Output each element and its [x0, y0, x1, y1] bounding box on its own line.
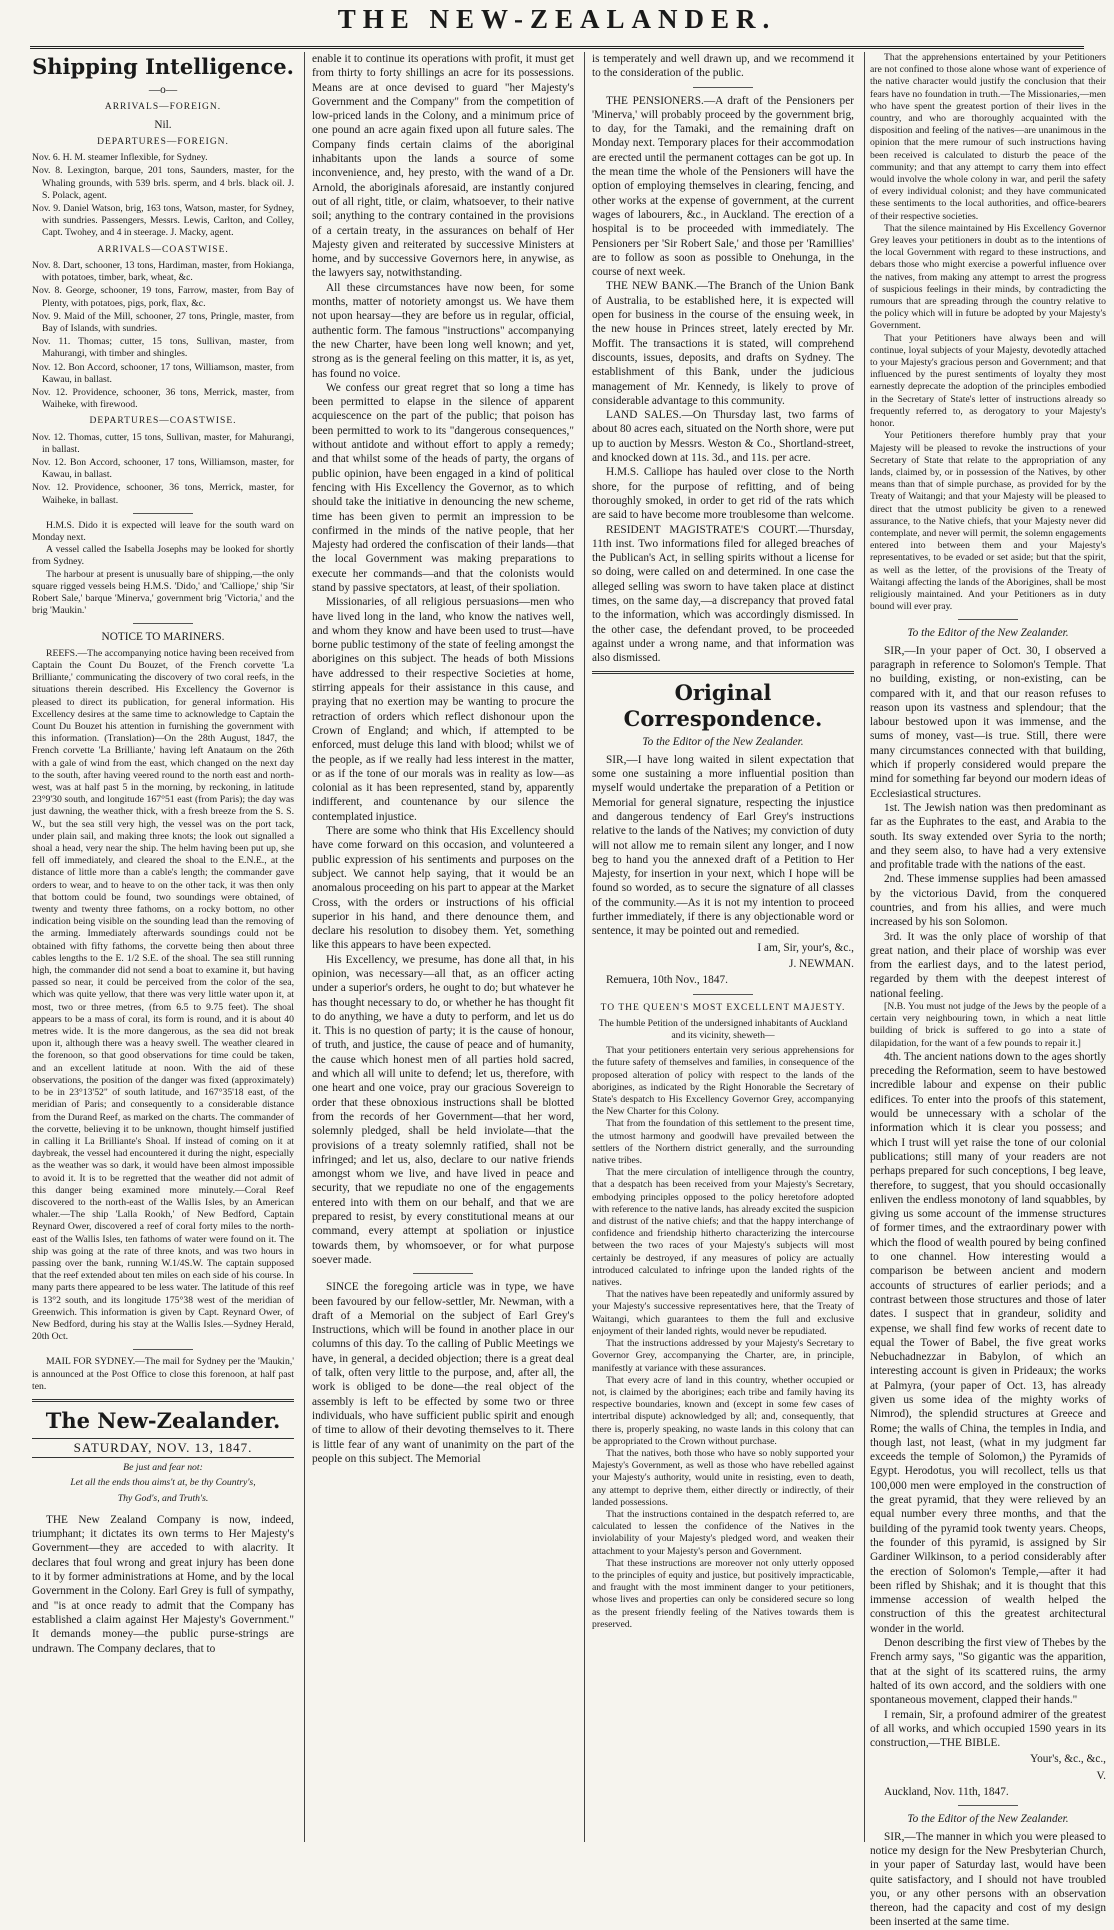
- shipping-entry: Nov. 8. Lexington, barque, 201 tons, Saunders, master, for the Whaling grounds, with 539 brls. sperm, and 4 brls. black oil. J. S. Polack, agent.: [32, 165, 294, 201]
- column-1: [32, 52, 294, 1842]
- letter-signature: V.: [1096, 1769, 1106, 1782]
- petition-clause: That the silence maintained by His Excellency Governor Grey leaves your petitioners in doubt as to the intentions of the local Government with regard to these instructions, and debars those who might exercise a powerful influence over the natives, from making any attempt to arrest the progress of suspicious feelings in their minds, by contradicting the rumours that are spreading through the country relative to the policy which will in future be adopted by your Majesty's Government.: [870, 222, 1106, 332]
- paper-title: The New-Zealander.: [45, 1407, 281, 1433]
- column-rule: [864, 52, 865, 1842]
- letter-body: SIR,—The manner in which you were pleased to notice my design for the New Presbyterian Church, in your paper of Saturday last, would have been quite satisfactory, and I should not have troubled you, or any other persons with an observation thereon, had the capacity and cost of my design been inserted at the same time.: [870, 1830, 1106, 1929]
- petition-clause: That the natives have been repeatedly and uniformly assured by your Majesty's successive representatives here, that the Treaty of Waitangi, which guarantees to them the full and exclusive enjoyment of their landed rights, would never be repudiated.: [592, 1289, 854, 1337]
- letter-body: 2nd. These immense supplies had been amassed by the victorious David, from the conquered countries, and from his allies, and were much increased by his son Solomon.: [870, 873, 1106, 929]
- divider: [693, 994, 753, 995]
- arrivals-foreign-heading: ARRIVALS—FOREIGN.: [104, 102, 222, 113]
- petition-clause: Your Petitioners therefore humbly pray that your Majesty will be pleased to revoke the instructions of your Secretary of State that relate to the appropriation of any lands, claimed by, or in possession of the Natives, by other means than that of simple purchase, as provided for by the Treaty of Waitangi; and that your Majesty will be pleased to direct that the utmost publicity be given to a renewed assurance, to the Native chiefs, that your Majesty never did contemplate, and never will permit, the solemn engagements entered into between them and your Majesty's representatives, to be evaded or set aside; but that the spirit, as well as the letter, of the provisions of the Treaty of Waitangi affecting the lands of the Aborigines, shall be most religiously maintained. And your Petitioners as in duty bound will ever pray.: [870, 430, 1106, 613]
- letter-place-date: Remuera, 10th Nov., 1847.: [606, 974, 728, 987]
- letter-body: SIR,—I have long waited in silent expectation that some one sustaining a more influential position than myself would undertake the preparation of a Petition or Memorial for general signature, respecting the injustice and dangerous tendency of Earl Grey's instructions relative to the lands of the Natives; my conviction of duty will not allow me to remain silent any longer, and I now beg to hand you the annexed draft of a Petition to Her Majesty, for insertion in your next, which I hope will be found so worded, as to secure the signature of all classes of the community.—As it is not my intention to proceed further immediately, if there is any objectionable word or sentence, it may be pointed out and remedied.: [592, 753, 854, 938]
- article-paragraph: There are some who think that His Excellency should have come forward on this occasion, and volunteered a public expression of his sentiments and purposes on the subject. We cannot help saying, that it would be an anomalous proceeding on his part to appear at the Market Cross, with the orders or instructions of his official superior in his hand, and there denounce them, and declare his resolution to disobey them. Yet, something like this appears to have been expected.: [312, 825, 574, 952]
- letter-body: I remain, Sir, a profound admirer of the greatest of all works, and which occupied 1590 years in its construction,—THE BIBLE.: [870, 1708, 1106, 1750]
- shipping-note: A vessel called the Isabella Josephs may be looked for shortly from Sydney.: [32, 544, 294, 568]
- letter-closing: I am, Sir, your's, &c.,: [757, 941, 854, 954]
- shipping-entry: Nov. 9. Maid of the Mill, schooner, 27 tons, Pringle, master, from Bay of Islands, with sundries.: [32, 310, 294, 334]
- article-paragraph: His Excellency, we presume, has done all that, in his opinion, was necessary—all that, as an officer acting under a superior's orders, he ought to do; but whatever he has thought necessary to do, or whether he has thought fit to do anything, we have a duty to perform, and let us do it. This is no question of party; it is the cause of honour, of truth, and justice, the cause of peace and of humanity, the cause which honest men of all parties hold sacred, and which all will unite to defend; let us, therefore, with one heart and one voice, pray our gracious Sovereign to order that these obnoxious instructions shall be blotted from the records of her Government—that her word, solemnly pledged, shall be held inviolate—that the provisions of a treaty solemnly ratified, shall not be infringed; and let us, also, declare to our native friends amongst whom we live, and have lived in peace and security, that we repudiate no one of the engagements entered into with them on our behalf, and that we are prepared to resist, by every constitutional means at our command, every attempt at spoliation or injustice towards them, by whomsoever, or for what purpose soever made.: [312, 953, 574, 1266]
- shipping-entry: Nov. 12. Thomas, cutter, 15 tons, Sullivan, master, for Mahurangi, in ballast.: [32, 431, 294, 455]
- motto-line: Let all the ends thou aims't at, be thy Country's,: [70, 1477, 256, 1489]
- article-paragraph: is temperately and well drawn up, and we recommend it to the consideration of the public.: [592, 53, 854, 80]
- petition-clause: That the instructions contained in the despatch referred to, are calculated to lessen the confidence of the Natives in the inviolability of your Majesty's pledged word, and weaken their attachment to your Majesty's person and Government.: [592, 1508, 854, 1557]
- shipping-entry: Nov. 12. Providence, schooner, 36 tons, Merrick, master, from Waiheke, with firewood.: [32, 386, 294, 411]
- shipping-note: The harbour at present is unusually bare of shipping,—the only square rigged vessels being H.M.S. 'Dido,' and 'Calliope,' ship 'Sir Robert Sale,' barque 'Minerva,' government brig 'Victoria,' and the brig 'Maukin.': [32, 568, 294, 617]
- shipping-entry: Nov. 12. Bon Accord, schooner, 17 tons, Williamson, master, from Kawau, in ballast.: [32, 361, 294, 385]
- divider: [413, 1273, 473, 1274]
- shipping-note: H.M.S. Dido it is expected will leave for the south ward on Monday next.: [32, 519, 294, 544]
- letter-place-date: Auckland, Nov. 11th, 1847.: [884, 1786, 1009, 1799]
- pensioners-item: THE PENSIONERS.—A draft of the Pensioners per 'Minerva,' will probably proceed by the government brig, to day, for the Tamaki, and the remaining draft on Monday next. Temporary places for their accommodation are erected until the permanent cottages can be got up. In the mean time the whole of the Pensioners will have the option of employing themselves in clearing, fencing, and other works at the expense of government, at the current wages of labourers, &c., in Auckland. The erection of a hospital is to be proceeded with immediately. The Pensioners per 'Sir Robert Sale,' and those per 'Ramillies' are to follow as soon as possible to Onehunga, in the course of next week.: [592, 94, 854, 279]
- petition-clause: That the instructions addressed by your Majesty's Secretary to Governor Grey, accompanying the Charter, are, in principle, manifestly at variance with these assurances.: [592, 1338, 854, 1374]
- petition-address: TO THE QUEEN'S MOST EXCELLENT MAJESTY.: [600, 1002, 846, 1013]
- divider: [592, 671, 854, 674]
- letter-body: Denon describing the first view of Thebes by the French army says, "So gigantic was the apparition, that at the sight of its scattered ruins, the army halted of its own accord, and the soldiers with one spontaneous movement, clapped their hands.": [870, 1637, 1106, 1707]
- petition-clause: That the natives, both those who have so nobly supported your Majesty's Government, as well as those who have rebelled against your Majesty's authority, would unite in resisting, even to death, any attempt to deprive them, either directly or indirectly, of their landed possessions.: [592, 1447, 854, 1508]
- article-paragraph: We confess our great regret that so long a time has been permitted to elapse in the silence of apparent acquiescence on the part of the public; that poison has been permitted to work to its "dangerous consequences," without antidote and without effort to apply a remedy; and that whilst some of the heads of party, the organs of public opinion, have been engaged in a kind of political fencing with His Excellency the Governor, as to which should take the initiative in denouncing the new scheme, time has been given to permit an impression to be confirmed in the minds of the native people, that her Majesty had ordered the confiscation of their lands—that the local Government was making preparations to execute her commands—and that the colonists would stand by passive spectators, at least, of their spoliation.: [312, 381, 574, 594]
- letter-body: 4th. The ancient nations down to the ages shortly preceding the Reformation, seem to have bestowed incredible labour and expense on their public edifices. To enter into the proofs of this statement, would be unnecessary with a scholar of the information which it is clear you possess; and which I trust will yet raise the tone of our colonial publications; still many of your readers are not perhaps prepared for such conceptions, I beg leave, therefore, to suggest, that you should occasionally enliven the endless monotony of land squabbles, by giving us some account of the immense structures of former times, and the extraordinary power with which the flood of wealth poured by being confined to one channel. How interesting would a comparison be between ancient and modern accounts of structures of earlier periods; and a contrast between those structures and those of later dates. I suspect that in grandeur, solidity and expense, we shall find few works of recent date to equal the Tower of Babel, the five great works Nebuchadnezzar in Babylon, of which an interesting account is given in Prideaux; the works at Palmyra, (your paper of Oct. 13, has already given us some idea of the mighty works of Nimrod), the splendid structures at Greece and Rome; the walls of China, the temples in India, and though last, not least, (what in my judgment far exceeds the temple of Solomon,) the Pyramids of Egypt. Herodotus, you will recollect, tells us that 100,000 men were employed in the construction of the great pyramid, that they were relieved by an equal number every three months, and that the building of the pyramid took twenty years. Cheops, the founder of this pyramid, is assigned by Sir Gardiner Wilkinson, to a period considerably after the erection of Solomon's Temple,—after it had been rifled by Shishak; and it is thought that this immense accession of wealth helped the construction of this the greatest architectural wonder in the world.: [870, 1050, 1106, 1635]
- land-sales-item: LAND SALES.—On Thursday last, two farms of about 80 acres each, situated on the North shore, were put up to auction by Messrs. Weston & Co., Shortland-street, and knocked down at 11s. 3d., and 11s. per acre.: [592, 409, 854, 465]
- new-bank-item: THE NEW BANK.—The Branch of the Union Bank of Australia, to be established here, it is expected will open for business in the course of the ensuing week, in the new house in Princes street, lately erected by Mr. Moffit. The transactions it is stated, will comprehend discounts, issues, deposits, and drafts on Sydney. The establishment of this Bank, under the judicious management of Mr. Kennedy, is likely to prove of considerable advantage to this community.: [592, 280, 854, 407]
- shipping-entry: Nov. 8. George, schooner, 19 tons, Farrow, master, from Bay of Plenty, with potatoes, pigs, pork, flax, &c.: [32, 285, 294, 309]
- shipping-entry: Nov. 8. Dart, schooner, 13 tons, Hardiman, master, from Hokianga, with potatoes, timber, bark, wheat, &c.: [32, 259, 294, 284]
- petition-clause: That every acre of land in this country, whether occupied or not, is claimed by the aborigines; each tribe and family having its respective boundaries, known and (except in some few cases of intertribal dispute) acknowledged by all; and, consequently, that there is, properly speaking, no waste lands in this colony that can be appropriated to the Crown without purchase.: [592, 1374, 854, 1447]
- arrivals-foreign-nil: Nil.: [154, 118, 172, 131]
- masthead: THE NEW-ZEALANDER.: [30, 4, 1084, 49]
- petition-clause: That from the foundation of this settlement to the present time, the utmost harmony and goodwill have prevailed between the settlers of the Northern district generally, and the surrounding native tribes.: [592, 1118, 854, 1167]
- article-paragraph: SINCE the foregoing article was in type, we have been favoured by our fellow-settler, Mr. Newman, with a draft of a Memorial on the subject of Earl Grey's Instructions, which will be found in another place in our columns of this day. To the calling of Public Meetings we have, in general, a decided objection; there is a great deal of talk, often very little to the purpose, and, after all, the work is obliged to be done—the real object of the assembly is left to be effected by some two or three individuals, who have sufficient public spirit and enough of time to allow of their devoting themselves to it. There is little fear of any want of unanimity on the part of the people on this subject. The Memorial: [312, 1281, 574, 1465]
- heading-ornament: —o—: [148, 84, 178, 96]
- mail-notice: MAIL FOR SYDNEY.—The mail for Sydney per the 'Maukin,' is announced at the Post Office to close this forenoon, at half past ten.: [32, 1356, 294, 1392]
- column-2: [312, 52, 574, 1842]
- divider: [958, 1805, 1018, 1806]
- departures-coastwise-heading: DEPARTURES—COASTWISE.: [89, 416, 237, 427]
- divider: [133, 1349, 193, 1350]
- letter-body: [N.B. You must not judge of the Jews by the people of a certain very neighbouring town, in which a neat little building of brick is suffered to go into a state of dilapidation, for the want of a few pounds to repair it.]: [870, 1001, 1106, 1049]
- letter-address: To the Editor of the New Zealander.: [907, 1813, 1069, 1826]
- shipping-entry: Nov. 12. Providence, schooner, 36 tons, Merrick, master, for Waiheke, in ballast.: [32, 482, 294, 506]
- letter-signature: J. NEWMAN.: [789, 957, 854, 970]
- shipping-entry: Nov. 11. Thomas; cutter, 15 tons, Sullivan, master, from Mahurangi, with timber and shingles.: [32, 336, 294, 360]
- letter-address: To the Editor of the New Zealander.: [907, 627, 1069, 640]
- arrivals-coastwise-heading: ARRIVALS—COASTWISE.: [97, 244, 229, 255]
- calliope-item: H.M.S. Calliope has hauled over close to the North shore, for the purpose of refitting, and of being thoroughly smoked, in order to get rid of the rats which are said to have become more troublesome than welcome.: [592, 466, 854, 522]
- letter-body: 1st. The Jewish nation was then predominant as far as the Euphrates to the east, and Arabia to the south. Its sway extended over Syria to the north; and they seem also, to have had a very extensive and profitable trade with the nations of the east.: [870, 801, 1106, 872]
- petition-clause: That the apprehensions entertained by your Petitioners are not confined to those alone whose want of experience of the native character would justify the conclusion that their fears have no foundation in truth.—The Missionaries,—men who have spent the greatest portion of their lives in the country, and who are thoroughly acquainted with the disposition and feeling of the natives—are unanimous in the opinion that the mere rumour of such instructions having been received is calculated to disturb the peace of the community; and that any attempt to carry them into effect would involve the whole colony in war, and peril the safety of every individual colonist; and they have communicated these sentiments to the local authorities, and office-bearers of their respective societies.: [870, 52, 1106, 222]
- letter-address: To the Editor of the New Zealander.: [642, 736, 804, 749]
- letter-closing: Your's, &c., &c.,: [1030, 1753, 1106, 1766]
- letter-body: SIR,—In your paper of Oct. 30, I observed a paragraph in reference to Solomon's Temple. That no building, existing, or non-existing, can be compared with it, and that our reason refuses to reason upon its vastness and splendour; that the labour bestowed upon it was immense, and the sums of money, vast—is true. Still, there were many circumstances connected with that building, which if properly considered would prepare the mind for something far beyond our modern ideas of Ecclesiastical structures.: [870, 644, 1106, 800]
- divider: [693, 87, 753, 88]
- court-item: RESIDENT MAGISTRATE'S COURT.—Thursday, 11th inst. Two informations filed for alleged breaches of the Publican's Act, in selling spirits without a license for so doing, were called on and determined. In one case the alleged selling was sworn to have taken place at distinct times, on the same day,—a discrepancy that proved fatal to the information, which was accordingly dismissed. In the other case, the defendant proved, to be proceeded against under a wrong name, and that information was also dismissed.: [592, 523, 854, 665]
- column-rule: [584, 52, 585, 1842]
- departures-foreign-heading: DEPARTURES—FOREIGN.: [97, 136, 229, 147]
- letter-body: 3rd. It was the only place of worship of that great nation, and their place of worship was ever from the earliest days, and to the latest period, regarded by them with the deepest interest of national feeling.: [870, 930, 1106, 1000]
- divider: [958, 619, 1018, 620]
- mariners-notice-heading: NOTICE TO MARINERS.: [101, 631, 225, 644]
- divider: [133, 513, 193, 514]
- column-3: [592, 52, 854, 1842]
- divider: [32, 1399, 294, 1402]
- article-paragraph: Missionaries, of all religious persuasions—men who have lived long in the land, who know the natives well, and whom they know and have been used to trust—have borne public testimony of the state of feeling amongst the aborigines on this subject. The heads of both Missions have addressed to their respective Societies at home, stirring appeals for their assistance in this cause, and praying that no exertion may be wanting to procure the retraction of orders which reflect dishonour upon the Crown of England; and which, if attempted to be enforced, must deluge this land with blood; whilst we of the people, as if we really had less interest in the matter, or as if the tone of our morals was in reality as low—as colonial as it has been represented, stand by, apparently indifferent, and countenance by our silence the contemplated injustice.: [312, 596, 574, 823]
- shipping-entry: Nov. 12. Bon Accord, schooner, 17 tons, Williamson, master, for Kawau, in ballast.: [32, 457, 294, 481]
- shipping-entry: Nov. 9. Daniel Watson, brig, 163 tons, Watson, master, for Sydney, with sundries. Passengers, Messrs. Lewis, Carlton, and Colley, Capt. Twohey, and 4 in steerage. J. Macky, agent.: [32, 203, 294, 239]
- petition-clause: That your petitioners entertain very serious apprehensions for the future safety of themselves and families, in consequence of the proposed alteration of policy with respect to the lands of the aborigines, as indicated by the Right Honorable the Secretary of State's despatch to His Excellency Governor Grey, accompanying the New Charter for this Colony.: [592, 1045, 854, 1118]
- shipping-heading: Shipping Intelligence.: [32, 54, 294, 79]
- correspondence-heading: Original Correspondence.: [623, 680, 823, 732]
- petition-intro: The humble Petition of the undersigned inhabitants of Auckland and its vicinity, sheweth—: [598, 1017, 848, 1042]
- petition-clause: That your Petitioners have always been and will continue, loyal subjects of your Majesty, devotedly attached to your Majesty's gracious person and Government; and that influenced by the purest sentiments of loyalty they most earnestly deprecate the adoption of the principles embodied in the Secretary of State's letter of instructions already so frequently referred to, as derogatory to your Majesty's honor.: [870, 332, 1106, 430]
- reefs-notice: REEFS.—The accompanying notice having been received from Captain the Count Du Bouzet, of the French corvette 'La Brilliante,' communicating the discovery of two coral reefs, in the situations therein described. His Excellency the Governor is pleased to direct its publication, for general information. His Excellency desires at the same time to acknowledge to Captain the Count Du Bouzet his attention in furnishing the government with this information. (Translation)—On the 28th August, 1847, the French corvette 'La Brilliante,' having left Anataum on the 26th with a gale of wind from the east, which changed on the next day to the south, after having veered round to the north east and north-west, was at half past 5 in the morning, by reckoning, in latitude 23°9'30 south, and longitude 167°51 east (from Paris); the day was just dawning, the weather thick, with a fresh breeze from the S. S. W., but the sea still very high, the vessel was on the port tack, under plain sail, and making three knots; the look out signalled a shoal a head, very near the ship. The helm having been put up, she fell off immediately, and cleared the shoal to the E.N.E., at the distance of little more than a cable's length; the commander gave orders to wear, and to heave to on the other tack, it was then only that bottom could be found, two soundings were obtained, of twenty and twenty three fathoms, on a rocky bottom, no other indication being visible on the sounding lead than the removing of the arming. Immediately afterwards soundings could not be obtained with fifty fathoms, the corvette being then about three cables lengths to the E. 1/2 S.E. of the shoal. The sea still running high, the commander did not send a boat to examine it, but having passed so near, it could be perceived from the color of the sea, which was quite yellow, that there was very little water upon it, at most, two or three metres, (from 6.5 to 9.75 feet). The shoal appears to be a mass of coral, its form is round, and it is about 40 metres wide. It is the more dangerous, as the sea did not break upon it, although there was a heavy swell. The weather cleared in the forenoon, so that good observations for time could be taken, and an excellent latitude at noon. With the aid of these observations, the position of the danger was fixed (approximately) to be in 23°13'52" of south latitude, and 167°35'18 east, of the meridian of Paris; and consequently to a considerable distance from the Durand Reef, as marked on the charts. The commander of the corvette, believing it to be unknown, thought himself justified in calling it La Brilliante's Shoal. If instead of coming on it at daybreak, the vessel had encountered it during the night, especially as the weather was so dark, it would have been almost impossible to avoid it. It is to be regretted that the weather did not admit of this danger being examined more minutely.—Coral Reef discovered to the north-east of the Wallis Isles, by an American whaler.—The ship 'Lalla Rookh,' of New Bedford, Captain Reynard Ower, discovered a reef of coral forty miles to the north-east of the Wallis Isles, ten fathoms of water were found on it. The ship was going at the rate of three knots, and was two hours in passing over the bank, running W.1/4S.W. The captain supposed that the reef extended about ten miles on each side of his course. In many parts there appeared to be less water. The latitude of this reef is 13°2 south, and its longitude 175°38 west of the meridian of Greenwich. This information is given by Capt. Reynard Ower, of New Bedford, during his stay at the Wallis Isles.—Sydney Herald, 20th Oct.: [32, 647, 294, 1343]
- petition-clause: That these instructions are moreover not only utterly opposed to the principles of equity and justice, but positively impracticable, and fraught with the most imminent danger to your petitioners, whose lives and properties can only be considered secure so long as the present friendly feeling of the Natives towards them is preserved.: [592, 1557, 854, 1630]
- article-paragraph: All these circumstances have now been, for some months, matter of notoriety amongst us. We have them not upon hearsay—they are before us in regular, official, authentic form. The famous "instructions" accompanying the new Charter, have been long well known; and yet, strong as is the general feeling on this matter, it is, as yet, has found no voice.: [312, 281, 574, 380]
- divider: [133, 623, 193, 624]
- column-rule: [304, 52, 305, 1842]
- petition-clause: That the mere circulation of intelligence through the country, that a despatch has been received from your Majesty's Secretary, embodying principles opposed to the policy heretofore adopted with reference to the native lands, has already excited the suspicion and distrust of the native chiefs; and that the happy interchange of confidence and friendship hitherto characterizing the intercourse between the two races of your Majesty's subjects will most certainly be destroyed, if any measures of policy are actually introduced calculated to infringe upon the landed rights of the natives.: [592, 1167, 854, 1289]
- article-paragraph: enable it to continue its operations with profit, it must get from thirty to forty shillings an acre for its possessions. Means are at once devised to guard "her Majesty's Government and the Company" from the competition of low-priced lands in the Colony, and a minimum price of one pound an acre again fixed upon all future sales. The Company finds certain claims of the aboriginal inhabitants upon the lands a source of some inconvenience, and, hey presto, with the wand of a Dr. Arnold, the aboriginals aforesaid, are instantly conjured out of all right, title, or claim, whatsoever, to their native soil; anything to the contrary contained in the provisions of a certain treaty, in the assurances on behalf of Her Majesty given and reiterated by successive Ministers at home, and by successive Governors here, in anywise, as the lawyers say, notwithstanding.: [312, 53, 574, 280]
- shipping-entry: Nov. 6. H. M. steamer Inflexible, for Sydney.: [32, 152, 208, 164]
- motto-line: Thy God's, and Truth's.: [117, 1492, 209, 1504]
- motto-line: Be just and fear not:: [123, 1462, 203, 1474]
- column-4: [870, 52, 1106, 1929]
- issue-date: SATURDAY, NOV. 13, 1847.: [32, 1438, 294, 1458]
- leading-article: THE New Zealand Company is now, indeed, triumphant; it dictates its own terms to Her Majesty's Government—they are acceded to with alacrity. It declares that foul wrong and great injury has been done to it by former administrations at Home, and by the local Government in the Colony. Earl Grey is full of sympathy, and "is at once ready to admit that the Company has established a claim against Her Majesty's Government." It demands money—the public purse-strings are undrawn. The Company declares, that to: [32, 1513, 294, 1655]
